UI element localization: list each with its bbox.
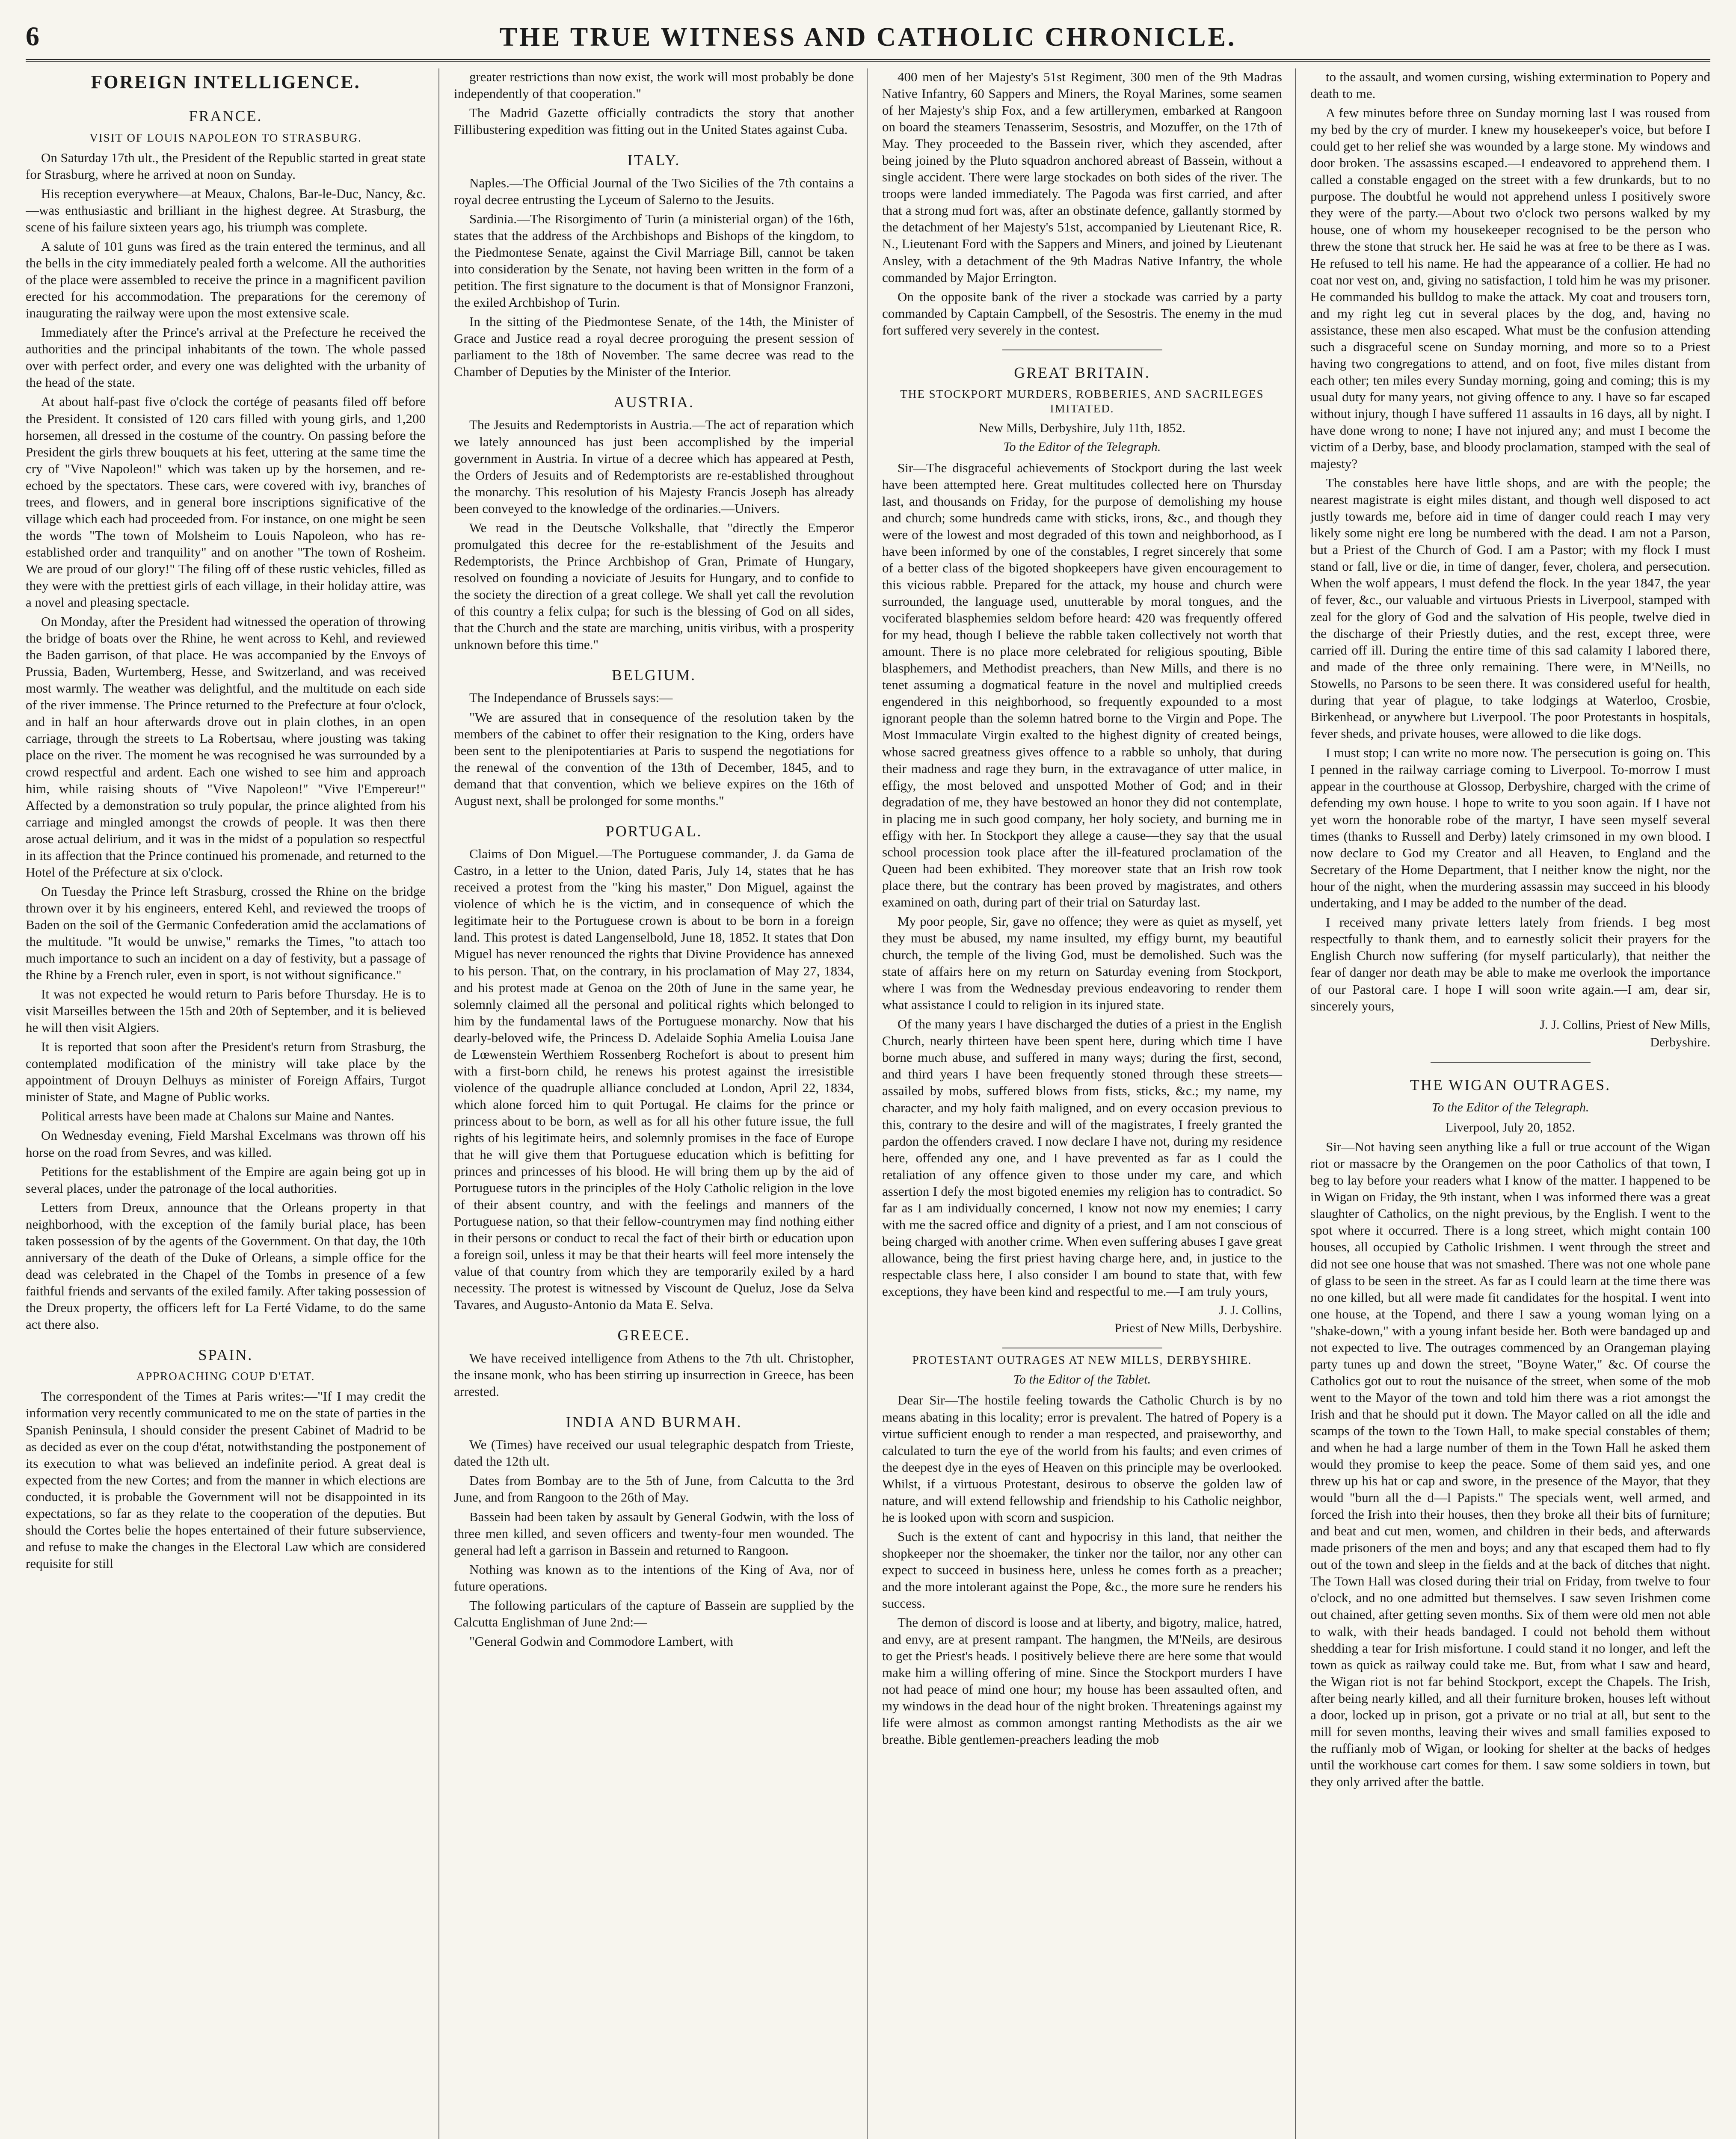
signature-place: Derbyshire.: [1650, 1035, 1710, 1050]
paragraph: On Wednesday evening, Field Marshal Excelmans was thrown off his horse on the road from Sevres, and was killed.: [26, 1128, 426, 1160]
paragraph: Letters from Dreux, announce that the Orleans property in that neighborhood, with the exception of the family burial place, has been taken possession of by the agents of the Government. On that day, the 10th anniversary of the death of the Duke of Orleans, a simple office for the dead was celebrated in the Chapel of the Tombs in presence of a few faithful friends and servants of the exiled family. After taking possession of the Dreux property, the officers left for La Ferté Vidame, to do the same act there also.: [26, 1200, 426, 1332]
spain-subheading: APPROACHING COUP D'ETAT.: [136, 1370, 315, 1383]
paragraph: We (Times) have received our usual telegraphic despatch from Trieste, dated the 12th ult.: [454, 1437, 854, 1469]
column-2: [454, 68, 868, 2139]
paragraph: The demon of discord is loose and at liberty, and bigotry, malice, hatred, and envy, are at present rampant. The hangmen, the M'Neils, are desirous to get the Priest's heads. I positively believe there are here some that would make him a willing offering of mine. Since the Stockport murders I have not had peace of mind one hour; my house has been assaulted often, and my windows in the dead hour of the night broken. Threatenings against my life were almost as common amongst ranting Methodists as the air we breathe. Bible gentlemen-preachers leading the mob: [882, 1615, 1282, 1747]
column-3: [882, 68, 1296, 2139]
paragraph: The correspondent of the Times at Paris writes:—"If I may credit the information very recently communicated to me on the state of parties in the Spanish Peninsula, I should consider the present Cabinet of Madrid to be as decided as ever on the coup d'état, notwithstanding the postponement of its execution to what was believed an indefinite period. A great deal is expected from the new Cortes; and from the manner in which elections are conducted, it is probable the Government will not be disappointed in its expectations, so far as they relate to the cooperation of the deputies. But should the Cortes belie the hopes entertained of their future subservience, and refuse to make the changes in the Electoral Law which are considered requisite for still: [26, 1389, 426, 1571]
paragraph: On Tuesday the Prince left Strasburg, crossed the Rhine on the bridge thrown over it by his engineers, entered Kehl, and reviewed the troops of Baden on the soil of the Germanic Confederation amid the acclamations of the multitude. "It would be unwise," remarks the Times, "to attach too much importance to such an incident on a day of festivity, but a passage of the Rhine by a French ruler, even in sport, is not without significance.": [26, 883, 426, 983]
greece-heading: GREECE.: [617, 1327, 690, 1344]
paragraph: "We are assured that in consequence of the resolution taken by the members of the cabinet to offer their resignation to the King, orders have been sent to the plenipotentiaries at Paris to suspend the negotiations for the renewal of the convention of the 13th of December, 1845, and to demand that that convention, which we believe expires on the 16th of August next, shall be prolonged for some months.": [454, 709, 854, 808]
paragraph: The Independance of Brussels says:—: [469, 690, 673, 705]
signature-title: Priest of New Mills, Derbyshire.: [1114, 1321, 1282, 1335]
paragraph: Sir—Not having seen anything like a full or true account of the Wigan riot or massacre by the Orangemen on the poor Catholics of that town, I beg to lay before your readers what I know of the matter. I happened to be in Wigan on Friday, the 9th instant, when I was informed there was a great slaughter of Catholics, on the night previous, by the English. I went to the spot where it occurred. There is a long street, which might contain 100 houses, all occupied by Catholic Irishmen. I went through the street and did not see one house that was not smashed. There was not one whole pane of glass to be seen in the street. As far as I could learn at the time there was no one killed, but all were made fit candidates for the hospital. I went into one house, at the Topend, and there I saw a young woman lying on a "shake-down," with a young infant beside her. Both were bandaged up and not expected to live. The outrages commenced by an Orangeman playing party tunes up and down the street, "Boyne Water," &c. Of course the Catholics got out to rout the nuisance of the street, when some of the mob went to the Mayor of the town and told him there was a riot amongst the Irish and that he should put it down. The Mayor called on all the idle and scamps of the town to the Town Hall, to make special constables of them; and when he had a large number of them in the Town Hall he asked them would they promise to keep the peace. Some of them said yes, and one threw up his hat or cap and swore, in the presence of the Mayor, that they would "burn all the d—l Papists." The specials went, well armed, and forced the Irish into their houses, then they broke all their bits of furniture; and beat and cut men, women, and children in their beds, and afterwards made prisoners of the men and boys; and any that escaped them had to fly out of the town and sleep in the fields and at the back of ditches that night. The Town Hall was closed during their trial on Friday, from twelve to four o'clock, and no one admitted but themselves. I saw seven Irishmen come out chained, after getting seven months. Six of them were old men not able to walk, with their heads bandaged. I could not behold them without shedding a tear for Irish misfortune. I could stand it no longer, and left the town as quick as railway could take me. But, from what I saw and heard, the Wigan riot is not far behind Stockport, except the Chapels. The Irish, after being nearly killed, and all their furniture broken, houses left without a door, locked up in prison, got a private or no trial at all, but sent to the mill for seven months, leaving their wives and small families exposed to the ruffianly mob of Wigan, or looking for shelter at the backs of hedges until the workhouse cart comes for them. I saw some soldiers in town, but they only arrived after the battle.: [1310, 1139, 1710, 1789]
paragraph: We read in the Deutsche Volkshalle, that "directly the Emperor promulgated this decree for the re-establishment of the Jesuits and Redemptorists, the Prince Archbishop of Gran, Primate of Hungary, resolved on founding a noviciate of Jesuits for Hungary, and to confide to the society the direction of a great college. We shall yet call the revolution of this country a felix culpa; for such is the blessing of God on all sides, that the Church and the state are marching, unitis viribus, with a prosperity unknown before this time.": [454, 520, 854, 652]
paragraph: In the sitting of the Piedmontese Senate, of the 14th, the Minister of Grace and Justice read a royal decree proroguing the present session of parliament to the 18th of November. The same decree was read to the Chamber of Deputies by the Minister of the Interior.: [454, 314, 854, 379]
paragraph: Sir—The disgraceful achievements of Stockport during the last week have been attempted here. Great multitudes collected here on Thursday last, and thousands on Friday, for the purpose of demolishing my house and church; some hundreds came with sticks, irons, &c., and though they were of the lowest and most degraded of this town and neighborhood, as I have been informed by one of the constables, I regret sincerely that some of a better class of the bigoted shopkeepers have given encouragement to this vicious rabble. Prepared for the attack, my house and church were surrounded, the language used, unutterable by moral tongues, and the vociferated blasphemies seldom before heard: 420 was frequently offered for my head, though I believe the rabble taken collectively not worth that amount. There is no place more celebrated for religious spouting, Bible blasphemers, and Methodist preachers, than New Mills, and there is no tenet assuming a dogmatical feature in the novel and multiplied creeds engendered in this neighborhood, so frequently expounded to a most ignorant people than the solemn hatred borne to the Virgin and Pope. The Most Immaculate Virgin exalted to the highest dignity of created beings, whose sacred greatness gives offence to a rabble so unholy, that during their madness and rage they burn, in the extravagance of utter malice, in effigy, the most beloved and unspotted Mother of God; and in their degradation of me, they have bestowed an honor they did not contemplate, in placing me in such good company, her holy society, and burning me in effigy with her. In Stockport they allege a cause—they say that the usual school procession took place after the ill-featured proclamation of the Queen had been exhibited. They moreover state that an Irish row took place there, but the contrary has been proved by magistrates, and others examined on oath, during part of their trial on Saturday last.: [882, 460, 1282, 910]
france-heading: FRANCE.: [189, 107, 263, 125]
paragraph: Sardinia.—The Risorgimento of Turin (a ministerial organ) of the 16th, states that the address of the Archbishops and Bishops of the kingdom, to the Piedmontese Senate, against the Civil Marriage Bill, cannot be taken into consideration by the Senate, not having been written in the form of a petition. The first signature to the document is that of Monsignor Franzoni, the exiled Archbishop of Turin.: [454, 211, 854, 310]
page-number: 6: [26, 21, 39, 51]
columns: [26, 68, 1710, 2139]
paragraph: I received many private letters lately from friends. I beg most respectfully to thank them, and to earnestly solicit their prayers for the English Church now suffering (for myself particularly), that neither the fear of danger nor death may be able to make me overlook the importance of our Pastoral care. I hope I will soon write again.—I am, dear sir, sincerely yours,: [1310, 915, 1710, 1013]
wigan-dateline: Liverpool, July 20, 1852.: [1445, 1120, 1576, 1135]
paragraph: A few minutes before three on Sunday morning last I was roused from my bed by the cry of murder. I knew my housekeeper's voice, but before I could get to her relief she was wounded by a large stone. My windows and door broken. The assassins escaped.—I endeavored to apprehend them. I called a constable engaged on the street with a few drunkards, but to no purpose. The doubtful he would not apprehend unless I positively swore they were of the party.—About two o'clock two persons walked by my house, one of whom my housekeeper recognised to be the person who threw the stone that struck her. He said he was at free to be there as I was. He refused to tell his name. He had the appearance of a collier. He had no coat nor vest on, and, giving no satisfaction, I told him he was my prisoner. He commanded his bulldog to make the attack. My coat and trousers torn, and my right leg cut in several places by the dog, and, having no assistance, these men also escaped. What must be the confusion attending such a disgraceful scene on Sunday morning, and more so to a Priest having two congregations to attend, and on foot, five miles distant from each other; ten miles every Sunday morning, going and coming; this is my usual duty for many years, not giving offence to any. I have so far escaped without injury, though I have suffered 11 assaults in 16 days, all by night. I have done wrong to none; I have not injured any; and must I become the victim of a Derby, base, and bloody proclamation, stamped with the seal of majesty?: [1310, 105, 1710, 471]
paragraph: Such is the extent of cant and hypocrisy in this land, that neither the shopkeeper nor the shoemaker, the tinker nor the tailor, nor any other can expect to succeed in business here, unless he comes forth as a preacher; and the more intolerant against the Pope, &c., the more sure he renders his success.: [882, 1529, 1282, 1611]
paragraph: to the assault, and women cursing, wishing extermination to Popery and death to me.: [1310, 69, 1710, 101]
paragraph: Dear Sir—The hostile feeling towards the Catholic Church is by no means abating in this locality; error is prevalent. The hatred of Popery is a virtue sufficient enough to render a man respected, and praiseworthy, and calculated to turn the eye of the world from his faults; and even crimes of the deepest dye in the eyes of Heaven on this principle may be overlooked. Whilst, if a virtuous Protestant, desirous to observe the golden law of nature, and will extend fellowship and friendship to his Catholic neighbor, he is looked upon with scorn and suspicion.: [882, 1392, 1282, 1525]
protestant-heading: PROTESTANT OUTRAGES AT NEW MILLS, DERBYSHIRE.: [912, 1353, 1252, 1366]
masthead: [26, 16, 1710, 62]
paragraph: greater restrictions than now exist, the work will most probably be done independently of that cooperation.": [454, 69, 854, 101]
column-4: [1310, 68, 1710, 2139]
italy-heading: ITALY.: [627, 151, 681, 169]
paragraph: 400 men of her Majesty's 51st Regiment, 300 men of the 9th Madras Native Infantry, 60 Sappers and Miners, the Royal Marines, some seamen of her Majesty's ship Fox, and a few artillerymen, embarked at Rangoon on board the steamers Tenasserim, Sesostris, and Mozuffer, on the 17th of May. They proceeded to the Bassein river, which they ascended, after being joined by the Pluto squadron anchored abreast of Bassein, without a single accident. There were large stockades on both sides of the river. The troops were landed immediately. The Pagoda was first carried, and after that a strong mud fort was, after an obstinate defence, gallantly stormed by the detachment of her Majesty's 51st, accompanied by Lieutenant Rice, R. N., Lieutenant Ford with the Sappers and Miners, and joined by Lieutenant Ansley, with a detachment of the 9th Madras Native Infantry, the whole commanded by Major Errington.: [882, 69, 1282, 285]
divider: [1431, 1062, 1591, 1063]
paragraph: His reception everywhere—at Meaux, Chalons, Bar-le-Duc, Nancy, &c.—was enthusiastic and brilliant in the highest degree. At Strasburg, the scene of his failure sixteen years ago, his triumph was complete.: [26, 186, 426, 234]
wigan-to-line: To the Editor of the Telegraph.: [1431, 1100, 1589, 1114]
paragraph: Nothing was known as to the intentions of the King of Ava, nor of future operations.: [454, 1561, 854, 1594]
paragraph: Immediately after the Prince's arrival at the Prefecture he received the authorities and the principal inhabitants of the town. The whole passed over with perfect order, and every one was delighted with the urbanity of the head of the state.: [26, 325, 426, 390]
paragraph: The Madrid Gazette officially contradicts the story that another Fillibustering expedition was fitting out in the United States against Cuba.: [454, 105, 854, 137]
paragraph: Bassein had been taken by assault by General Godwin, with the loss of three men killed, and seven officers and twenty-four men wounded. The general had left a garrison in Bassein and returned to Rangoon.: [454, 1509, 854, 1558]
paragraph: The Jesuits and Redemptorists in Austria.—The act of reparation which we lately announced has just been accomplished by the imperial government in Austria. In virtue of a decree which has appeared at Pesth, the Orders of Jesuits and of Redemptorists are re-established throughout the monarchy. This resolution of his Majesty Francis Joseph has already been conveyed to the knowledge of the ordinaries.—Univers.: [454, 417, 854, 516]
paragraph: On Monday, after the President had witnessed the operation of throwing the bridge of boats over the Rhine, he went across to Kehl, and reviewed the Baden garrison, of that place. He was accompanied by the Envoys of Prussia, Baden, Wurtemberg, Hesse, and Switzerland, and was received most warmly. The weather was delightful, and the multitude on each side of the river immense. The Prince returned to the Prefecture at four o'clock, and in half an hour afterwards drove out in plain clothes, in an open carriage, through the streets to La Robertsau, where jousting was taking place on the river. The moment he was recognised he was surrounded by a crowd respectful and ardent. Each one wished to see him and approach him, while raising shouts of "Vive Napoleon!" "Vive l'Empereur!" Affected by a demonstration so truly popular, the prince alighted from his carriage and mingled amongst the crowds of people. It was then there arose actual delirium, and it was in the midst of a population so respectful in its affection that the Prince continued his promenade, and returned to the Hotel of the Préfecture at six o'clock.: [26, 614, 426, 880]
paragraph: It is reported that soon after the President's return from Strasburg, the contemplated modification of the ministry will take place by the appointment of Drouyn Delhuys as minister of Foreign Affairs, Turgot minister of State, and Magne of Public works.: [26, 1039, 426, 1105]
section-header: FOREIGN INTELLIGENCE.: [91, 71, 361, 92]
stockport-dateline: New Mills, Derbyshire, July 11th, 1852.: [978, 421, 1186, 436]
paragraph: It was not expected he would return to Paris before Thursday. He is to visit Marseilles between the 15th and 20th of September, and it is believed he will then visit Algiers.: [26, 987, 426, 1035]
signature: J. J. Collins,: [1219, 1303, 1282, 1318]
newspaper-title: THE TRUE WITNESS AND CATHOLIC CHRONICLE.: [499, 23, 1237, 52]
portugal-heading: PORTUGAL.: [605, 822, 702, 840]
france-subheading: VISIT OF LOUIS NAPOLEON TO STRASBURG.: [89, 131, 362, 144]
column-1: [26, 68, 439, 2139]
paragraph: Dates from Bombay are to the 5th of June, from Calcutta to the 3rd June, and from Rangoon to the 26th of May.: [454, 1473, 854, 1505]
paragraph: "General Godwin and Commodore Lambert, with: [469, 1633, 734, 1649]
austria-heading: AUSTRIA.: [613, 394, 694, 411]
paragraph: My poor people, Sir, gave no offence; they were as quiet as myself, yet they must be abused, my name insulted, my effigy burnt, my beautiful church, the temple of the living God, must be demolished. Such was the state of affairs here on my return on Saturday evening from Stockport, where I was from the Wednesday previous endeavoring to render them what assistance I could to religion in its injured state.: [882, 914, 1282, 1013]
paragraph: The following particulars of the capture of Bassein are supplied by the Calcutta Englishman of June 2nd:—: [454, 1597, 854, 1629]
wigan-heading: THE WIGAN OUTRAGES.: [1410, 1076, 1611, 1094]
stockport-to-line: To the Editor of the Telegraph.: [1003, 439, 1161, 454]
paragraph: The constables here have little shops, and are with the people; the nearest magistrate is eight miles distant, and though well disposed to act justly towards me, before aid in time of danger could reach I may very likely some night ere long be numbered with the dead. I am not a Parson, but a Priest of the Church of God. I am a Pastor; with my flock I must stand or fall, live or die, in time of danger, fever, cholera, and persecution. When the wolf appears, I must defend the flock. In the year 1847, the year of fever, &c., our valuable and virtuous Priests in Liverpool, stamped with zeal for the glory of God and the salvation of His people, twelve died in the discharge of their Priestly duties, and the rest, except three, were carried off ill. During the entire time of this sad calamity I labored there, and made of the three only remaining. There were, in M'Neills, no Stowells, no Parsons to be seen there. It was considered useful for health, during that year of plague, to take lodgings at Waterloo, Crosbie, Birkenhead, or anywhere but Liverpool. The poor Protestants in hospitals, fever sheds, and private houses, were allowed to die like dogs.: [1310, 475, 1710, 741]
paragraph: Political arrests have been made at Chalons sur Maine and Nantes.: [41, 1108, 394, 1124]
paragraph: On Saturday 17th ult., the President of the Republic started in great state for Strasburg, where he arrived at noon on Sunday.: [26, 150, 426, 182]
paragraph: Of the many years I have discharged the duties of a priest in the English Church, nearly thirteen have been spent here, during which time I have borne much abuse, and suffered in many ways; during the first, second, and third years I have been frequently stoned through these streets—assailed by mobs, suffered blows from fists, sticks, &c.; my name, my character, and my holy faith maligned, and on every occasion previous to this, contrary to the desire and will of the magistrates, I freely granted the pardon the offenders craved. I now declare I have not, during my residence here, offended any one, and I have prevented as far as I could the retaliation of any offence given to those under my care, and which assertion I defy the most bigoted enemies my religion has to contradict. So far as I am individually concerned, I know not now my enemies; I carry with me the sacred office and dignity of a priest, and I am not conscious of being charged with another crime. When even suffering abuses I gave great allowance, being the first priest having charge here, and, in justice to the respectable class here, I also consider I am bound to state that, with few exceptions, they have been kind and respectful to me.—I am truly yours,: [882, 1016, 1282, 1299]
belgium-heading: BELGIUM.: [612, 667, 696, 684]
stockport-heading: THE STOCKPORT MURDERS, ROBBERIES, AND SACRILEGES IMITATED.: [900, 388, 1264, 415]
signature: J. J. Collins, Priest of New Mills,: [1540, 1017, 1710, 1032]
paragraph: I must stop; I can write no more now. The persecution is going on. This I penned in the railway carriage coming to Liverpool. To-morrow I must appear in the courthouse at Glossop, Derbyshire, charged with the crime of defending my own house. I hope to write to you soon again. If I have not yet worn the honorable robe of the martyr, I have seen myself several times (thanks to Russell and Derby) lately crimsoned in my own blood. I now declare to God my Creator and all Heaven, to England and the Secretary of the Home Department, that I neither know the night, nor the hour of the night, when the murdering assassin may succeed in his bloody undertaking, and I may be added to the number of the dead.: [1310, 745, 1710, 911]
paragraph: Naples.—The Official Journal of the Two Sicilies of the 7th contains a royal decree entrusting the Lyceum of Salerno to the Jesuits.: [454, 175, 854, 207]
paragraph: Petitions for the establishment of the Empire are again being got up in several places, under the patronage of the local authorities.: [26, 1164, 426, 1196]
spain-heading: SPAIN.: [198, 1346, 253, 1364]
paragraph: A salute of 101 guns was fired as the train entered the terminus, and all the bells in the city immediately pealed forth a welcome. All the authorities of the place were assembled to receive the prince in a magnificent pavilion erected for his accommodation. The preparations for the ceremony of inaugurating the railway were upon the most extensive scale.: [26, 239, 426, 321]
paragraph: We have received intelligence from Athens to the 7th ult. Christopher, the insane monk, who has been stirring up insurrection in Greece, has been arrested.: [454, 1350, 854, 1399]
protestant-to-line: To the Editor of the Tablet.: [1013, 1372, 1151, 1386]
great-britain-heading: GREAT BRITAIN.: [1014, 364, 1150, 381]
paragraph: Claims of Don Miguel.—The Portuguese commander, J. da Gama de Castro, in a letter to the Union, dated Paris, July 14, states that he has received a protest from the "king his master," Don Miguel, against the violence of which he is the victim, and in consequence of which the legitimate heir to the Portuguese crown is about to be born in a foreign land. This protest is dated Langenselbold, June 18, 1852. It states that Don Miguel has never renounced the rights that Divine Providence has annexed to his person. That, on the contrary, in his proclamation of May 27, 1834, and his protest made at Genoa on the 20th of June in the same year, he solemnly claimed all the personal and political rights which belonged to him by the fundamental laws of the Portuguese monarchy. Now that his dearly-beloved wife, the Princess D. Adelaide Sophia Amelia Louisa Jane de Lœwenstein Werthiem Rossenberg Rochefort is about to present him with a first-born child, he renews his protest against the irresistible violence of the quadruple alliance concluded at London, April 22, 1834, which alone forced him to quit Portugal. He claims for the prince or princess about to be born, as well as for all his other future issue, the full rights of his legitimate heirs, and solemnly promises in the face of Europe that he will give them that Portuguese education which is befitting for princes and princesses of his blood. He will bring them up by the aid of Portuguese tutors in the principles of the Holy Catholic religion in the love of their absent country, and with the feelings and manners of the Portuguese nation, so that their fellow-countrymen may find nothing either in their persons or conduct to recal the fact of their birth or education upon a foreign soil, unless it may be that their hearts will feel more intensely the value of that country from which they are temporarily exiled by a hard necessity. The protest is witnessed by Viscount de Queluz, Jose da Selva Tavares, and Augusto-Antonio da Mata E. Selva.: [454, 846, 854, 1312]
paragraph: On the opposite bank of the river a stockade was carried by a party commanded by Captain Campbell, of the Sesostris. The enemy in the mud fort suffered very severely in the contest.: [882, 289, 1282, 338]
paragraph: At about half-past five o'clock the cortége of peasants filed off before the President. It consisted of 120 cars filled with young girls, and 1,200 horsemen, all dressed in the costume of the country. On passing before the President the girls threw bouquets at his feet, uttering at the same time the cry of "Vive Napoleon!" which was taken up by the horsemen, and re-echoed by the spectators. These cars, were covered with ivy, branches of trees, and flowers, and in general bore inscriptions significative of the village which each had proceeded from. For instance, on one might be seen the words "The town of Molsheim to Louis Napoleon, who has re-established order and tranquility" and on another "The town of Rosheim. We are proud of our glory!" The filing off of these rustic vehicles, filled as they were with the prettiest girls of each village, in their holiday attire, was a novel and pleasing spectacle.: [26, 394, 426, 610]
india-heading: INDIA AND BURMAH.: [566, 1413, 742, 1431]
